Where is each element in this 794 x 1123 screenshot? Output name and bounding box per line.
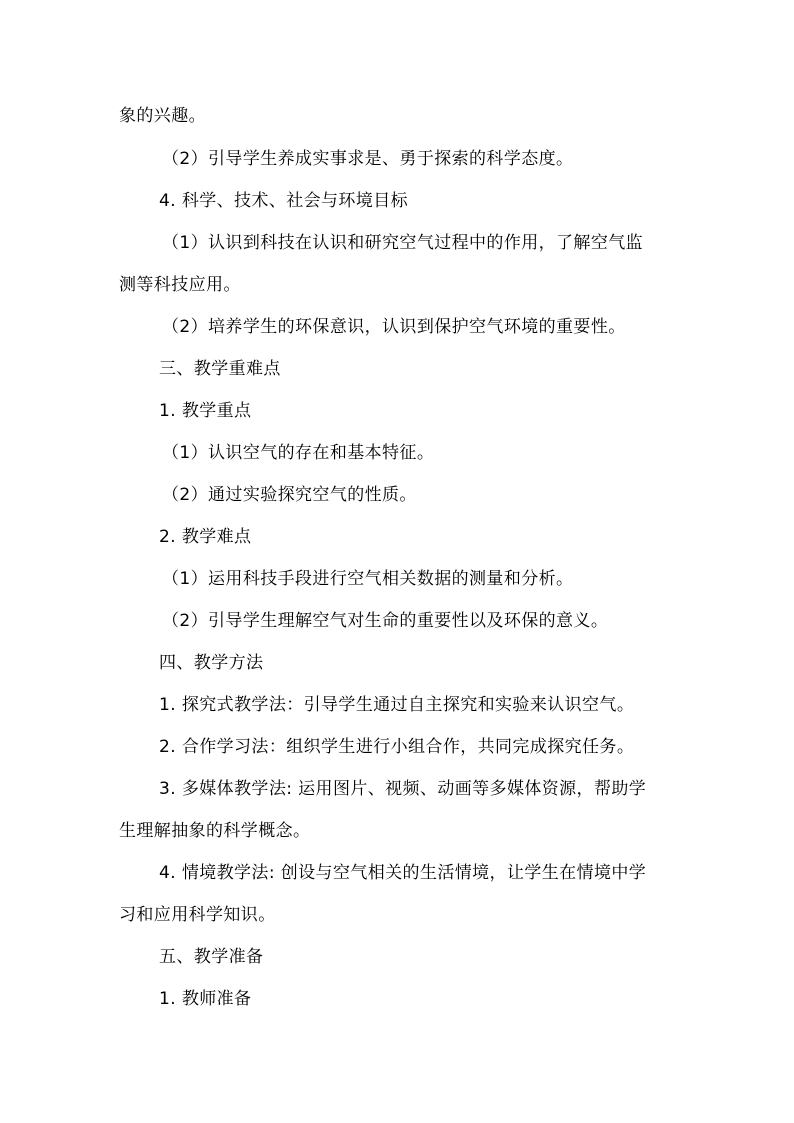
text-line: 3. 多媒体教学法: 运用图片、视频、动画等多媒体资源，帮助学 (159, 779, 647, 799)
text-line: 测等科技应用。 (119, 275, 241, 295)
text-line: 习和应用科学知识。 (119, 905, 276, 925)
text-line: （2）引导学生理解空气对生命的重要性以及环保的意义。 (162, 611, 609, 631)
text-line: （1）运用科技手段进行空气相关数据的测量和分析。 (162, 569, 574, 589)
text-line: 生理解抽象的科学概念。 (119, 821, 311, 841)
section-heading: 五、教学准备 (159, 947, 264, 967)
text-line: （1）认识空气的存在和基本特征。 (162, 443, 435, 463)
section-heading: 1. 教师准备 (159, 989, 252, 1009)
section-heading: 4. 科学、技术、社会与环境目标 (159, 191, 409, 211)
section-heading: 1. 教学重点 (159, 401, 252, 421)
text-line: （2）引导学生养成实事求是、勇于探索的科学态度。 (162, 149, 574, 169)
text-line: （1）认识到科技在认识和研究空气过程中的作用，了解空气监 (162, 233, 644, 253)
text-line: 2. 合作学习法：组织学生进行小组合作，共同完成探究任务。 (159, 737, 635, 757)
text-line: 4. 情境教学法: 创设与空气相关的生活情境，让学生在情境中学 (159, 863, 647, 883)
text-line: （2）培养学生的环保意识，认识到保护空气环境的重要性。 (162, 317, 626, 337)
text-line: 象的兴趣。 (119, 106, 206, 126)
section-heading: 三、教学重难点 (159, 359, 281, 379)
text-line: （2）通过实验探究空气的性质。 (162, 485, 417, 505)
text-line: 1. 探究式教学法：引导学生通过自主探究和实验来认识空气。 (159, 695, 635, 715)
section-heading: 四、教学方法 (159, 653, 264, 673)
section-heading: 2. 教学难点 (159, 527, 252, 547)
